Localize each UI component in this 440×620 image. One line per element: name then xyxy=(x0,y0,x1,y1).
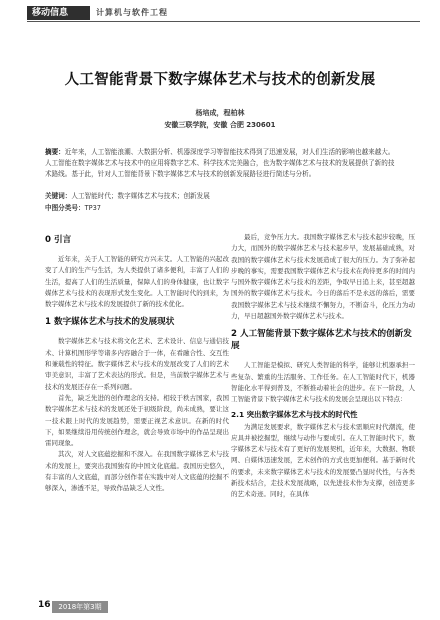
keywords-label: 关键词： xyxy=(45,192,72,200)
left-column xyxy=(45,232,229,495)
paragraph: 为满足发展要求，数字媒体艺术与技术需顺应时代潮流，使应具并被挖掘型，继续与动作与要成引。在人工智能时代下，数字媒体艺术与技术有了更好的发展契机，近年来，大数据、物联网、自媒体迅速发展，艺术创作的方式也更加便利。基于新时代的要求，未来数字媒体艺术与技术的发展要凸显时代性，与各类新技术结合，走技术发展战略，以先进技术作为支撑，创造更多的艺术奇迹。同时，在具体 xyxy=(231,422,415,499)
section-tag: 移动信息 xyxy=(27,6,90,20)
section-heading: 1 数字媒体艺术与技术的发展现状 xyxy=(45,317,175,328)
right-column xyxy=(231,232,415,501)
subsection-heading: 2.1 突出数字媒体艺术与技术的时代性 xyxy=(231,409,358,419)
header-rule xyxy=(27,21,420,22)
journal-issue: 2018年第3期 xyxy=(52,601,108,613)
clc-label: 中图分类号： xyxy=(45,204,85,212)
abstract-text: 近年来，人工智能浪潮、大数据分析、机器深度学习等智能技术得到了迅速发展，对人们生活的影响也越来越大。人工智能在数字媒体艺术与技术中的应用将数字艺术、科学技术完美融合，也为数字媒体艺术与技术的发展提供了新的技术路线。基于此，针对人工智能背景下数字媒体艺术与技术的创新发展路径进行简述与分析。 xyxy=(45,148,395,179)
keywords xyxy=(45,191,400,202)
abstract-label: 摘要： xyxy=(45,148,65,156)
paragraph: 人工智能是模拟、研究人类智能的科学，能够让机器承担一些复杂、繁重的生活服务、工作任务。在人工智能时代下，机器智能化水平得到普及，不断推动着社会的进步。在下一阶段，人工智能背景下数字媒体艺术与技术的发展会呈现出以下特点： xyxy=(231,361,415,404)
paragraph: 数字媒体艺术与技术将文化艺术、艺术设计、信息与通信技术、计算机图形学等诸多内容融合于一体，在看融合性、交互性和兼载性的特征。数字媒体艺术与技术的发展改变了人们的艺术审美意识，丰富了艺术表达的形式。但是，当前数字媒体艺术与技术的发展还存在一系列问题。 xyxy=(45,337,229,391)
clc-value: TP37 xyxy=(84,204,101,212)
paragraph: 首先，缺乏先进的创作理念的支持。相较于秩古国家，我国数字媒体艺术与技术的发展还处于初级阶段，尚未成熟，要让这一技术跟上时代的发展趋势，需要正视艺术意识。在新的时代下，如果继续沿用传统创作理念，就会导致市场中的作品呈现出雷同现象。 xyxy=(45,393,229,448)
running-header: 计算机与软件工程 xyxy=(96,8,168,17)
keywords-text: 人工智能时代；数字媒体艺术与技术；创新发展 xyxy=(71,192,210,200)
authors: 杨培成，程柏林 xyxy=(195,109,245,117)
abstract xyxy=(45,147,400,181)
page-number: 16 xyxy=(38,600,51,610)
affiliation: 安徽三联学院，安徽 合肥 230601 xyxy=(164,121,276,129)
classification-number xyxy=(45,203,400,214)
paragraph: 近年来，关于人工智能的研究方兴未艾。人工智能的兴起改变了人们的生产与生活，为人类提供了诸多便利，丰富了人们的生活，提高了人们的生活质量，保障人们的身体健康，也让数字媒体艺术与技术的表现形式发生变化。人工智能时代的到来，为数字媒体艺术与技术的发展提供了新的技术优化。 xyxy=(45,255,229,309)
paper-title: 人工智能背景下数字媒体艺术与技术的创新发展 xyxy=(64,71,376,88)
section-heading: 2 人工智能背景下数字媒体艺术与技术的创新发展 xyxy=(231,329,412,352)
paragraph: 其次，对人文底蕴挖掘和不深入。在我国数字媒体艺术与技术的发展上，要突出我国独有的中国文化底蕴。我国历史悠久，有丰富的人文底蕴，而部分创作者在实践中对人文底蕴的挖掘不够深入，渗透不足，导致作品缺乏人文性。 xyxy=(45,450,229,493)
section-heading: 0 引言 xyxy=(45,235,72,245)
paragraph: 最后，竞争压力大。我国数字媒体艺术与技术起步较晚，压力大，而国外的数字媒体艺术与技术起步早，发展基础成熟，对我国的数字媒体艺术与技术发展造成了很大的压力。为了弥补起步晚的事实，需要我国数字媒体艺术与技术在尚待更多的时间内与国外数字媒体艺术与技术的差距，争取早日追上来，甚至超越国外的数字媒体艺术与技术。今日的落后不是永远的落后，需要我国数字媒体艺术与技术继续不懈努力，不断奋斗，化压力为动力，早日超越国外数字媒体艺术与技术。 xyxy=(231,233,415,321)
